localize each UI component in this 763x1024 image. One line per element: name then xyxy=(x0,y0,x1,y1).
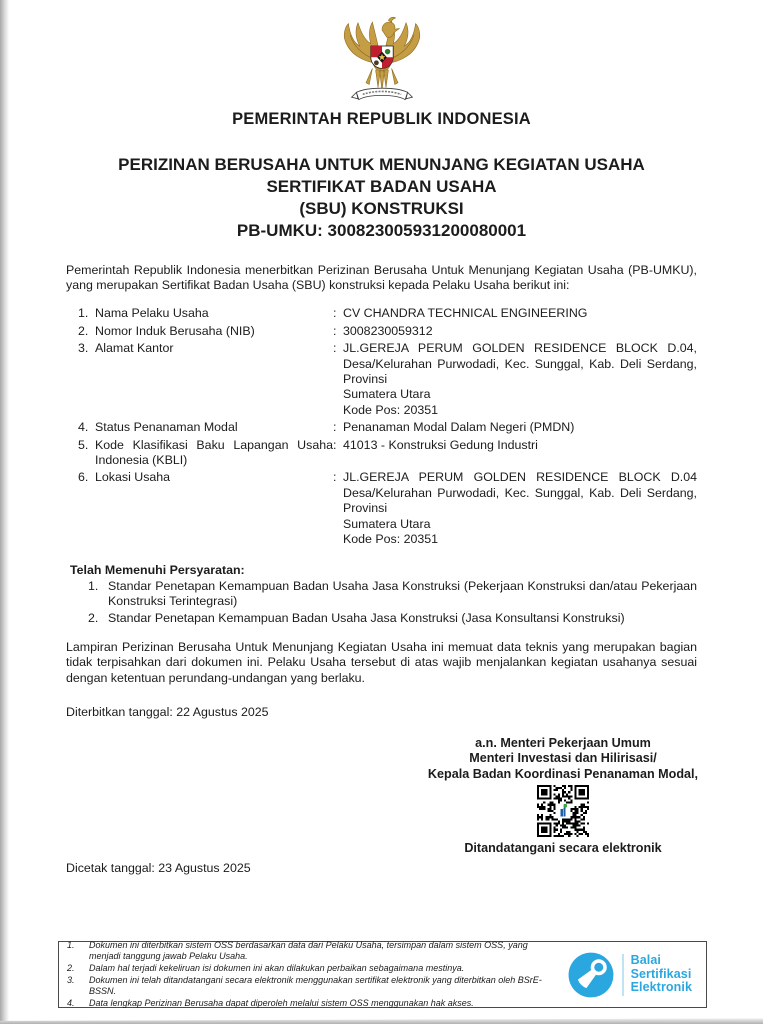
field-number: 6. xyxy=(78,470,89,485)
bsre-logo-divider xyxy=(622,954,624,996)
field-label: Alamat Kantor xyxy=(95,341,174,356)
field-label: Status Penanaman Modal xyxy=(95,420,238,435)
scan-edge-bottom xyxy=(0,1017,763,1024)
field-label: Lokasi Usaha xyxy=(95,470,171,485)
field-number: 2. xyxy=(78,323,89,338)
footer-note-text: Dokumen ini diterbitkan sistem OSS berdasarkan data dari Pelaku Usaha, tersimpan dalam sistem OSS, yang menjadi tanggung jawab Pelaku Usaha. xyxy=(89,939,528,962)
footer-note-text: Dalam hal terjadi kekeliruan isi dokumen ini akan dilakukan perbaikan sebagaimana mestinya. xyxy=(89,962,465,973)
field-value-line: Sumatera Utara xyxy=(343,516,431,531)
signature-line-1: a.n. Menteri Pekerjaan Umum xyxy=(475,735,651,750)
document-title xyxy=(66,154,697,242)
field-value-line: Sumatera Utara xyxy=(343,387,431,402)
requirement-text: Standar Penetapan Kemampuan Badan Usaha Jasa Konstruksi (Jasa Konsultansi Konstruksi) xyxy=(108,610,625,625)
requirement-number: 2. xyxy=(88,610,99,625)
signature-line-2: Menteri Investasi dan Hilirisasi/ xyxy=(469,751,657,766)
footer-note xyxy=(67,975,567,998)
printed-date: Dicetak tanggal: 23 Agustus 2025 xyxy=(66,860,251,875)
document-title-line-3: (SBU) KONSTRUKSI xyxy=(299,199,464,218)
business-data-list xyxy=(66,306,697,547)
field-number: 1. xyxy=(78,306,89,321)
field-value-line: Desa/Kelurahan Purwodadi, Kec. Sunggal, Kab. Deli Serdang, Provinsi xyxy=(343,485,697,516)
requirements-section xyxy=(66,563,697,627)
footer-note-text: Dokumen ini telah ditandatangani secara elektronik menggunakan sertifikat elektronik yang diterbitkan oleh BSrE-BSSN. xyxy=(89,974,542,997)
requirement-item xyxy=(88,579,697,610)
government-title: PEMERINTAH REPUBLIK INDONESIA xyxy=(232,110,531,128)
field-value-line: Kode Pos: 20351 xyxy=(343,402,439,417)
field-row-status-penanaman-modal xyxy=(78,420,697,435)
field-colon: : xyxy=(333,470,337,485)
requirement-text: Standar Penetapan Kemampuan Badan Usaha Jasa Konstruksi (Pekerjaan Konstruksi dan/atau Pekerjaan Konstruksi Terintegrasi) xyxy=(108,578,697,609)
bsre-text-line: Sertifikasi xyxy=(630,966,692,981)
field-colon: : xyxy=(333,323,337,338)
field-row-nib xyxy=(78,324,697,339)
field-value: 41013 - Konstruksi Gedung Industri xyxy=(343,437,538,452)
document-title-line-2: SERTIFIKAT BADAN USAHA xyxy=(266,177,497,196)
field-label-line: Kode Klasifikasi Baku Lapangan Usaha xyxy=(95,437,333,452)
field-label: Nama Pelaku Usaha xyxy=(95,306,209,321)
footer-notes xyxy=(67,940,567,1010)
field-colon: : xyxy=(333,437,337,452)
field-row-alamat-kantor xyxy=(78,341,697,418)
bsre-logo-text xyxy=(631,954,692,995)
footer-note-number: 4. xyxy=(67,997,75,1008)
footer-disclaimer-box xyxy=(58,941,707,1008)
field-row-nama-pelaku-usaha xyxy=(78,306,697,321)
signature-block xyxy=(413,736,713,857)
field-row-kbli xyxy=(78,438,697,469)
field-number: 3. xyxy=(78,341,89,356)
field-label xyxy=(95,438,333,469)
requirements-heading: Telah Memenuhi Persyaratan: xyxy=(70,562,245,577)
bsre-text-line: Balai xyxy=(630,953,661,968)
field-value-line: JL.GEREJA PERUM GOLDEN RESIDENCE BLOCK D.04, xyxy=(343,341,697,356)
footer-note-text: Data lengkap Perizinan Berusaha dapat diperoleh melalui sistem OSS menggunakan hak akses. xyxy=(89,997,474,1008)
field-value xyxy=(343,470,697,547)
field-value xyxy=(343,341,697,418)
field-colon: : xyxy=(333,341,337,356)
footer-note xyxy=(67,998,567,1010)
intro-paragraph: Pemerintah Republik Indonesia menerbitkan Perizinan Berusaha Untuk Menunjang Kegiatan Usaha (PB-UMKU), yang merupakan Sertifikat Badan Usaha (SBU) konstruksi kepada Pelaku Usaha berikut ini: xyxy=(66,263,697,293)
signature-line-3: Kepala Badan Koordinasi Penanaman Modal, xyxy=(427,766,699,781)
field-value-line: Desa/Kelurahan Purwodadi, Kec. Sunggal, Kab. Deli Serdang, Provinsi xyxy=(343,356,697,387)
garuda-pancasila-emblem-icon xyxy=(334,14,430,106)
bsre-key-icon xyxy=(567,951,615,999)
bsre-logo xyxy=(567,951,696,999)
field-label-line: Indonesia (KBLI) xyxy=(95,453,188,468)
field-colon: : xyxy=(333,306,337,321)
field-number: 5. xyxy=(78,437,89,452)
electronic-signature-note: Ditandatangani secara elektronik xyxy=(464,841,662,856)
document-title-line-4: PB-UMKU: 300823005931200080001 xyxy=(236,221,527,240)
footer-note-number: 2. xyxy=(67,962,75,973)
field-colon: : xyxy=(333,420,337,435)
bsre-text-line: Elektronik xyxy=(630,980,692,995)
footer-note-number: 3. xyxy=(67,974,75,985)
requirement-item xyxy=(88,611,697,626)
requirement-number: 1. xyxy=(88,578,99,593)
field-value: CV CHANDRA TECHNICAL ENGINEERING xyxy=(343,306,588,321)
field-value: Penanaman Modal Dalam Negeri (PMDN) xyxy=(343,420,575,435)
scan-edge-left xyxy=(0,0,9,1024)
field-label: Nomor Induk Berusaha (NIB) xyxy=(95,323,255,338)
field-row-lokasi-usaha xyxy=(78,470,697,547)
footer-note-number: 1. xyxy=(67,939,75,950)
document-title-line-1: PERIZINAN BERUSAHA UNTUK MENUNJANG KEGIATAN USAHA xyxy=(118,155,645,174)
footer-note xyxy=(67,963,567,975)
issued-date: Diterbitkan tanggal: 22 Agustus 2025 xyxy=(66,704,269,719)
closing-paragraph: Lampiran Perizinan Berusaha Untuk Menunjang Kegiatan Usaha ini memuat data teknis yang merupakan bagian tidak terpisahkan dari dokumen ini. Pelaku Usaha tersebut di atas wajib menjalankan kegiatan usahanya sesuai dengan ketentuan perundang-undangan yang berlaku. xyxy=(66,640,697,685)
emblem-container xyxy=(66,0,697,106)
field-value-line: JL.GEREJA PERUM GOLDEN RESIDENCE BLOCK D.04 xyxy=(343,470,697,485)
field-value: 3008230059312 xyxy=(343,323,433,338)
field-value-line: Kode Pos: 20351 xyxy=(343,532,439,547)
footer-note xyxy=(67,940,567,963)
field-number: 4. xyxy=(78,420,89,435)
qr-code-icon xyxy=(537,785,589,837)
